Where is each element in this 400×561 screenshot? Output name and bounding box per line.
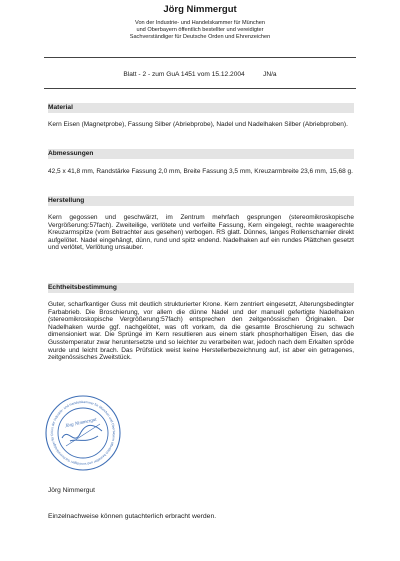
section-heading-material: Material	[48, 103, 354, 113]
letterhead-name: Jörg Nimmergut	[163, 4, 237, 15]
section-heading-abmessungen: Abmessungen	[48, 149, 354, 159]
footer-note: Einzelnachweise können gutachterlich erbracht werden.	[48, 513, 217, 520]
letterhead-line-3: Sachverständiger für Deutsche Orden und Ehrenzeichen	[129, 34, 271, 40]
seal-signature: Jörg Nimmergut	[64, 417, 98, 430]
header-rule-bottom	[44, 88, 356, 89]
seal-ring-text: Von der Industrie- und Handelskammer für München und Oberbayern öffentlich bestellter und vereidigter Sachverständiger für D	[49, 399, 117, 467]
section-text-herstellung: Kern gegossen und geschwärzt, im Zentrum mehrfach gesprungen (stereomikroskopische Vergrößerung:57fach). Zweiteilige, verlötete und verfeilte Fassung, Kern eingelegt, rechte waagerechte Kreuzarmspitze (vom Betrachter aus gesehen) verbogen. RS glatt. Dünnes, langes Rollenscharnier direkt aufgelötet. Nadel eingehängt, dünn, rund und spitz endend. Nadelhaken auf ein rundes Plättchen gesetzt und verlötet, Verlötung unsauber.	[48, 214, 354, 252]
letterhead-line-2: und Oberbayern öffentlich bestellter und vereidigter	[136, 27, 264, 33]
section-text-abmessungen: 42,5 x 41,8 mm, Randstärke Fassung 2,0 mm, Breite Fassung 3,5 mm, Kreuzarmbreite 23,6 mm, 15,68 g.	[48, 168, 353, 175]
signature-name: Jörg Nimmergut	[48, 487, 95, 494]
header-rule-top	[44, 57, 356, 58]
section-heading-herstellung: Herstellung	[48, 196, 354, 206]
official-seal-stamp	[44, 394, 122, 472]
letterhead-line-1: Von der Industrie- und Handelskammer für München	[135, 20, 265, 26]
section-heading-echtheit: Echtheitsbestimmung	[48, 283, 354, 293]
page-reference: Blatt - 2 - zum GuA 1451 vom 15.12.2004 JN/a	[123, 71, 277, 78]
section-text-material: Kern Eisen (Magnetprobe), Fassung Silber (Abriebprobe), Nadel und Nadelhaken Silber (Abriebproben).	[48, 121, 348, 128]
section-text-echtheit: Guter, scharfkantiger Guss mit deutlich strukturierter Krone. Kern zentriert eingesetzt, Alterungsbedingter Farbabrieb. Die Broschierung, vor allem die dünne Nadel und der manuell gefertigte Nadelhaken (stereomikroskopische Vergrößerung:57fach) entsprechen den zeitgenössischen Originalen. Der Nadelhaken wurde ggf. nachgelötet, was oft vorkam, da die gesamte Broschierung zu schwach dimensioniert war. Die Sprünge im Kern resultieren aus einem stark phosphorhaltigen Eisen, das die Gusstemperatur zwar heruntersetzte und so leichter zu verarbeiten war, jedoch nach dem Erkalten spröde wurde und leicht brach. Das Prüfstück weist keine Herstellerbezeichnung auf, ist aber ein getragenes, zeitgenössisches Zweitstück.	[48, 301, 354, 362]
